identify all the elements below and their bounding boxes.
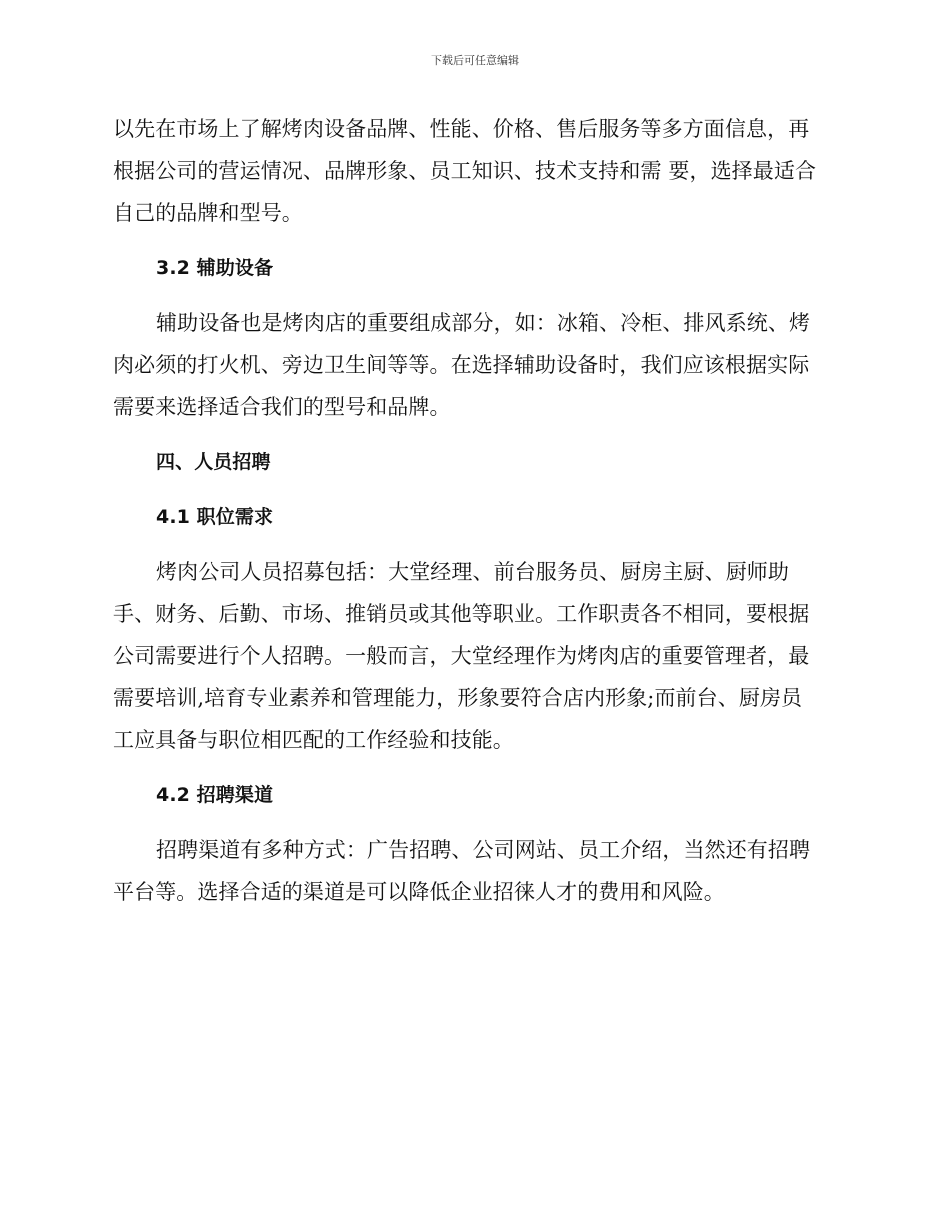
document-body [113, 108, 835, 926]
paragraph-line: 以先在市场上了解烤肉设备品牌、性能、价格、售后服务等多方面信息，再 [113, 117, 810, 141]
paragraph-auxiliary-equipment [113, 302, 835, 428]
heading-4-2 [113, 774, 835, 816]
paragraph-recruitment-channels [113, 829, 835, 913]
chapter-heading: 四、人员招聘 [156, 451, 271, 473]
paragraph-line: 自己的品牌和型号。 [113, 201, 303, 225]
paragraph-equipment-selection [113, 108, 835, 234]
paragraph-line: 肉必须的打火机、旁边卫生间等等。在选择辅助设备时，我们应该根据实际 [113, 353, 810, 377]
paragraph-line: 手、财务、后勤、市场、推销员或其他等职业。工作职责各不相同，要根据 [113, 602, 810, 626]
section-heading: 4.2 招聘渠道 [156, 784, 274, 806]
paragraph-line: 烤肉公司人员招募包括：大堂经理、前台服务员、厨房主厨、厨师助 [156, 560, 789, 584]
section-heading: 4.1 职位需求 [156, 506, 274, 528]
paragraph-line: 辅助设备也是烤肉店的重要组成部分，如：冰箱、冷柜、排风系统、烤 [156, 311, 811, 335]
heading-4-1 [113, 496, 835, 538]
paragraph-line: 平台等。选择合适的渠道是可以降低企业招徕人才的费用和风险。 [113, 880, 725, 904]
paragraph-job-requirements [113, 551, 835, 761]
page-header: 下载后可任意编辑 [431, 54, 519, 67]
section-heading: 3.2 辅助设备 [156, 257, 274, 279]
paragraph-line: 根据公司的营运情况、品牌形象、员工知识、技术支持和需 要，选择最适合 [113, 159, 817, 183]
paragraph-line: 招聘渠道有多种方式：广告招聘、公司网站、员工介绍，当然还有招聘 [156, 838, 811, 862]
paragraph-line: 需要培训,培育专业素养和管理能力，形象要符合店内形象;而前台、厨房员 [113, 686, 803, 710]
heading-4 [113, 441, 835, 483]
paragraph-line: 工应具备与职位相匹配的工作经验和技能。 [113, 728, 514, 752]
paragraph-line: 公司需要进行个人招聘。一般而言，大堂经理作为烤肉店的重要管理者，最 [113, 644, 810, 668]
paragraph-line: 需要来选择适合我们的型号和品牌。 [113, 395, 451, 419]
heading-3-2 [113, 247, 835, 289]
